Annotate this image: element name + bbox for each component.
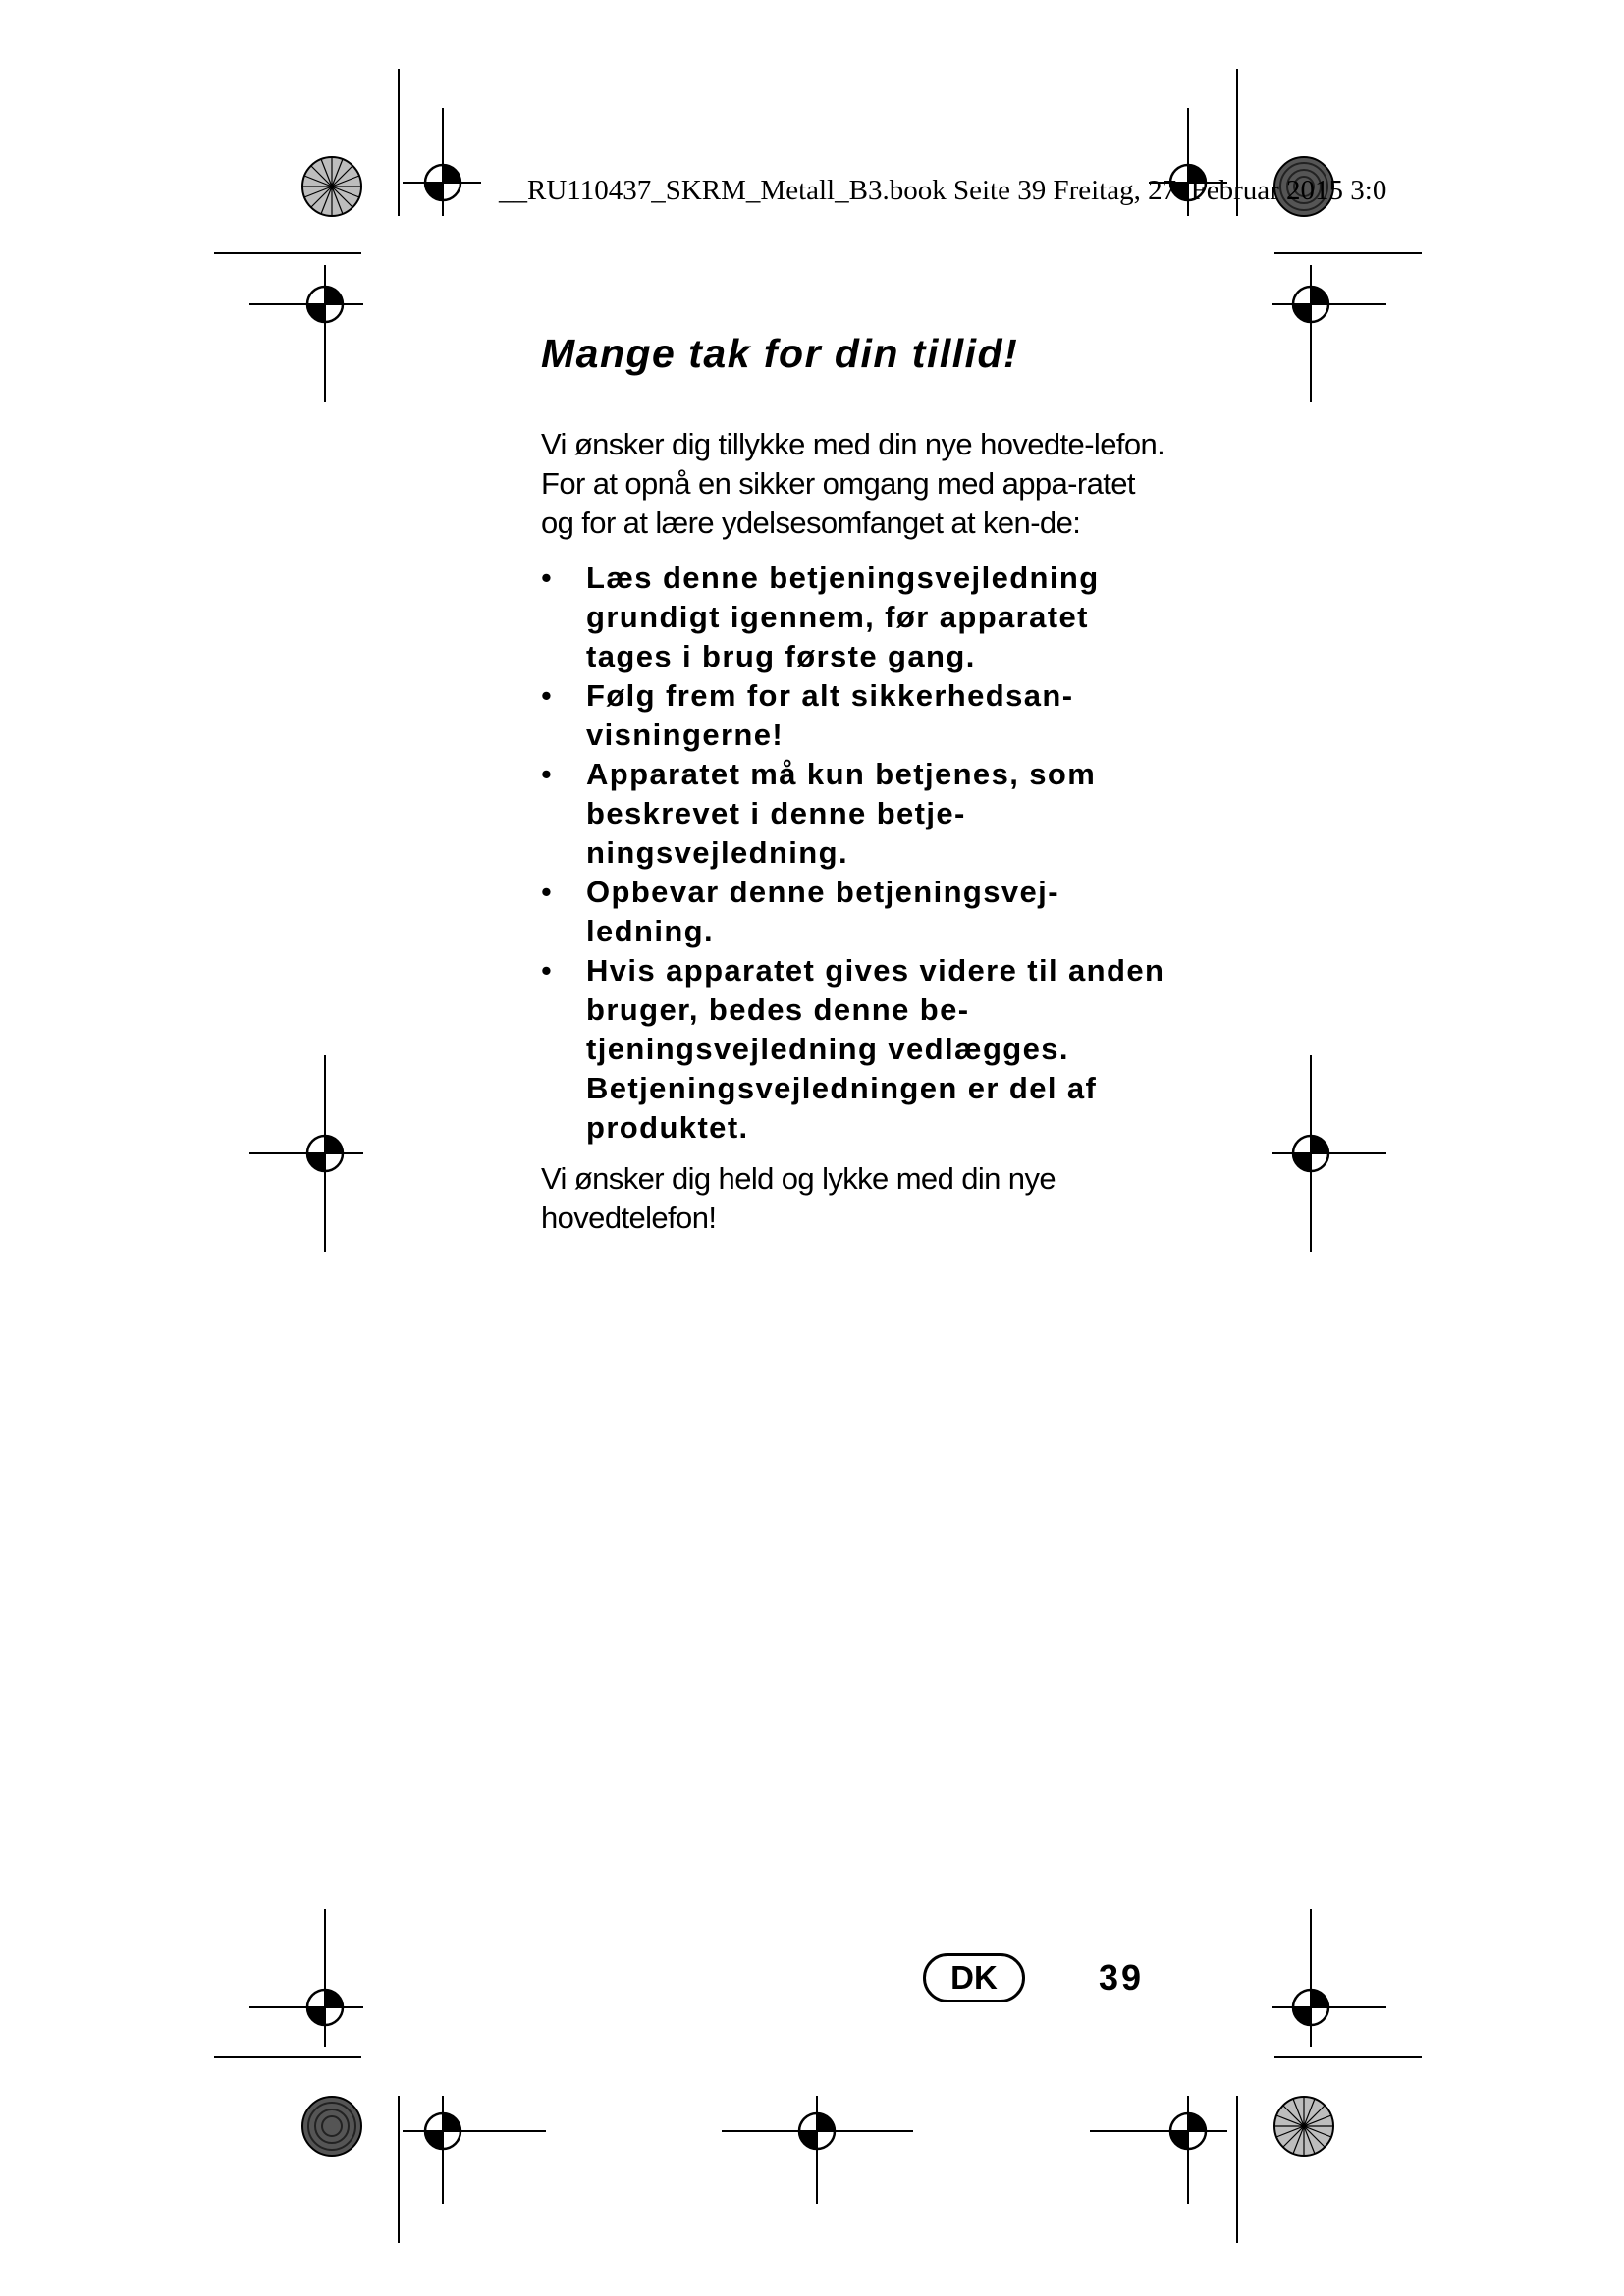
list-item-text: Opbevar denne betjeningsvej-ledning. [586, 875, 1059, 948]
list-item-text: Følg frem for alt sikkerhedsan-visningerne! [586, 678, 1074, 752]
list-item [541, 873, 1169, 951]
page-footer [923, 1949, 1144, 2007]
list-item [541, 676, 1169, 755]
closing-paragraph: Vi ønsker dig held og lykke med din nye hovedtelefon! [541, 1161, 1056, 1235]
intro-paragraph: Vi ønsker dig tillykke med din nye hovedte-lefon. [541, 427, 1165, 461]
list-item-text: Apparatet må kun betjenes, som beskrevet i denne betje-ningsvejledning. [586, 757, 1097, 870]
page-heading: Mange tak for din tillid! [541, 331, 1019, 376]
list-item-text: Hvis apparatet gives videre til anden bruger, bedes denne be-tjeningsvejledning vedlægges. Betjeningsvejledningen er del af produktet. [586, 953, 1165, 1145]
list-item [541, 559, 1169, 676]
list-item-text: Læs denne betjeningsvejledning grundigt igennem, før apparatet tages i brug første gang. [586, 561, 1100, 673]
page-number: 39 [1099, 1957, 1145, 1998]
list-item [541, 951, 1169, 1148]
body-content [541, 425, 1169, 1238]
print-slug-line: __RU110437_SKRM_Metall_B3.book Seite 39 Freitag, 27. Februar 2015 3:0 [499, 175, 1387, 206]
intro-paragraph: For at opnå en sikker omgang med appa-ratet og for at lære ydelsesomfanget at ken-de: [541, 466, 1135, 540]
bullet-icon: • [541, 875, 554, 909]
list-item [541, 755, 1169, 873]
bullet-icon: • [541, 678, 554, 713]
bullet-icon: • [541, 561, 554, 595]
instruction-list [541, 559, 1169, 1148]
country-code-badge: DK [923, 1953, 1025, 2002]
bullet-icon: • [541, 757, 554, 791]
bullet-icon: • [541, 953, 554, 988]
